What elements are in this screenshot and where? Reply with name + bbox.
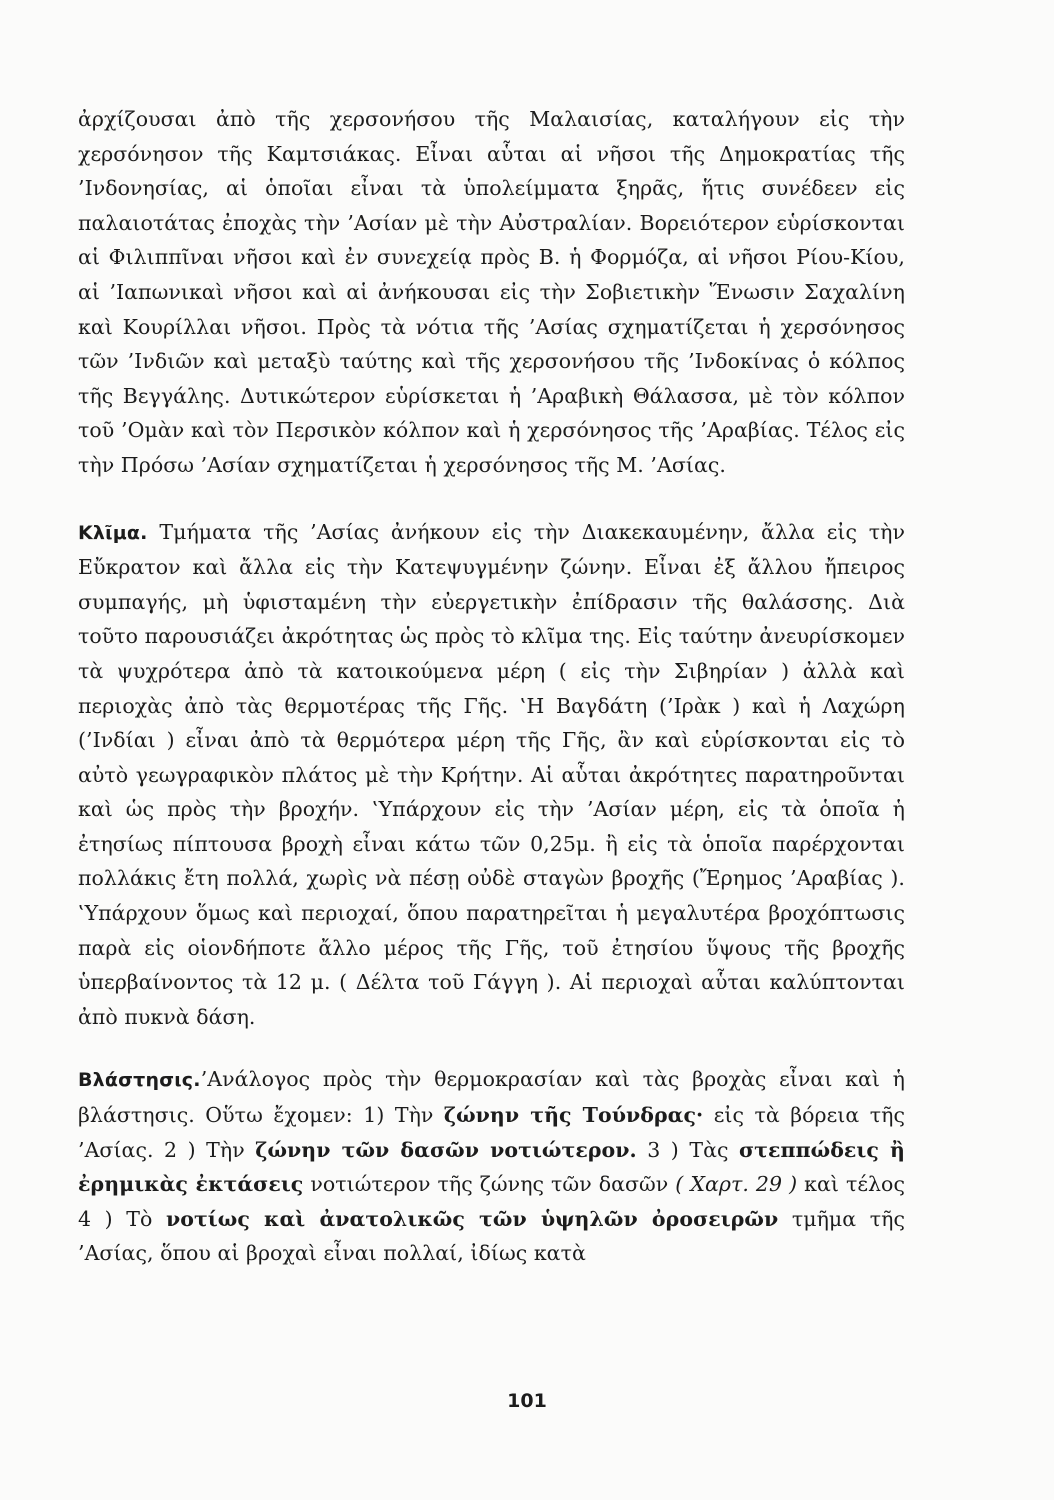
vegetation-text-6: τμῆμα τῆς ’Ασίας, ὅπου αἱ βροχαὶ εἶναι πολλαί, ἰδίως κατὰ	[78, 1206, 905, 1266]
paragraph-vegetation	[78, 1062, 905, 1271]
map-reference: ( Χαρτ. 29 )	[675, 1172, 798, 1197]
steppe-desert: στεππώδεις ἢ ἐρημικὰς ἐκτάσεις	[78, 1137, 906, 1197]
heading-vegetation: Βλάστησις.	[78, 1069, 201, 1092]
page-number: 101	[507, 1390, 547, 1412]
climate-text: Τμήματα τῆς ’Ασίας ἀνήκουν εἰς τὴν Διακεκαυμένην, ἄλλα εἰς τὴν Εὔκρατον καὶ ἄλλα εἰς τὴν Κατεψυγμένην ζώνην. Εἶναι ἐξ ἄλλου ἤπειρος συμπαγής, μὴ ὑφισταμένη τὴν εὐεργετικὴν ἐπίδρασιν τῆς θαλάσσης. Διὰ τοῦτο παρουσιάζει ἀκρότητας ὡς πρὸς τὸ κλῖμα της. Εἰς ταύτην ἀνευρίσκομεν τὰ ψυχρότερα ἀπὸ τὰ κατοικούμενα μέρη ( εἰς τὴν Σιβηρίαν ) ἀλλὰ καὶ περιοχὰς ἀπὸ τὰς θερμοτέρας τῆς Γῆς. ‛Η Βαγδάτη (’Ιρὰκ ) καὶ ἡ Λαχώρη (’Ινδίαι ) εἶναι ἀπὸ τὰ θερμότερα μέρη τῆς Γῆς, ἂν καὶ εὑρίσκονται εἰς τὸ αὐτὸ γεωγραφικὸν πλάτος μὲ τὴν Κρήτην. Αἱ αὗται ἀκρότητες παρατηροῦνται καὶ ὡς πρὸς τὴν βροχήν. ‛Υπάρχουν εἰς τὴν ’Ασίαν μέρη, εἰς τὰ ὁποῖα ἡ ἐτησίως πίπτουσα βροχὴ εἶναι κάτω τῶν 0,25μ. ἢ εἰς τὰ ὁποῖα παρέρχονται πολλάκις ἔτη πολλά, χωρὶς νὰ πέσῃ οὐδὲ σταγὼν βροχῆς (Ἔρημος ’Αραβίας ). ‛Υπάρχουν ὅμως καὶ περιοχαί, ὅπου παρατηρεῖται ἡ μεγαλυτέρα βροχόπτωσις παρὰ εἰς οἱονδήποτε ἄλλο μέρος τῆς Γῆς, τοῦ ἐτησίου ὕψους τῆς βροχῆς ὑπερβαίνοντος τὰ 12 μ. ( Δέλτα τοῦ Γάγγη ). Αἱ περιοχαὶ αὗται καλύπτονται ἀπὸ πυκνὰ δάση.	[78, 519, 905, 1029]
southeast-mountains: νοτίως καὶ ἀνατολικῶς τῶν ὑψηλῶν ὀροσειρῶν	[165, 1206, 779, 1231]
vegetation-text-5: καὶ τέλος 4 ) Τὸ	[78, 1172, 905, 1231]
tundra-zone: ζώνην τῆς Τούνδρας·	[443, 1103, 704, 1128]
vegetation-text-2: εἰς τὰ βόρεια τῆς ’Ασίας. 2 ) Τὴν	[78, 1103, 906, 1162]
heading-climate: Κλῖμα.	[78, 521, 148, 544]
vegetation-text-3: 3 ) Τὰς	[636, 1137, 739, 1162]
page-body	[78, 102, 905, 1271]
vegetation-text-4: νοτιώτερον τῆς ζώνης τῶν δασῶν	[303, 1172, 676, 1197]
paragraph-climate	[78, 515, 905, 1035]
vegetation-text-1: ’Ανάλογος πρὸς τὴν θερμοκρασίαν καὶ τὰς βροχὰς εἶναι καὶ ἡ βλάστησις. Οὕτω ἔχομεν: 1) Τὴν	[78, 1067, 905, 1128]
forest-zone: ζώνην τῶν δασῶν νοτιώτερον.	[255, 1137, 637, 1162]
paragraph-islands: ἀρχίζουσαι ἀπὸ τῆς χερσονήσου τῆς Μαλαισίας, καταλήγουν εἰς τὴν χερσόνησον τῆς Καμτσιάκας. Εἶναι αὗται αἱ νῆσοι τῆς Δημοκρατίας τῆς ’Ινδονησίας, αἱ ὁποῖαι εἶναι τὰ ὑπολείμματα ξηρᾶς, ἥτις συνέδεεν εἰς παλαιοτάτας ἐποχὰς τὴν ’Ασίαν μὲ τὴν Αὐστραλίαν. Βορειότερον εὑρίσκονται αἱ Φιλιππῖναι νῆσοι καὶ ἐν συνεχείᾳ πρὸς Β. ἡ Φορμόζα, αἱ νῆσοι Ρίου-Κίου, αἱ ’Ιαπωνικαὶ νῆσοι καὶ αἱ ἀνήκουσαι εἰς τὴν Σοβιετικὴν Ἕνωσιν Σαχαλίνη καὶ Κουρίλλαι νῆσοι. Πρὸς τὰ νότια τῆς ’Ασίας σχηματίζεται ἡ χερσόνησος τῶν ’Ινδιῶν καὶ μεταξὺ ταύτης καὶ τῆς χερσονήσου τῆς ’Ινδοκίνας ὁ κόλπος τῆς Βεγγάλης. Δυτικώτερον εὑρίσκεται ἡ ’Αραβικὴ Θάλασσα, μὲ τὸν κόλπον τοῦ ’Ομὰν καὶ τὸν Περσικὸν κόλπον καὶ ἡ χερσόνησος τῆς ’Αραβίας. Τέλος εἰς τὴν Πρόσω ’Ασίαν σχηματίζεται ἡ χερσόνησος τῆς Μ. ’Ασίας.	[78, 107, 905, 477]
